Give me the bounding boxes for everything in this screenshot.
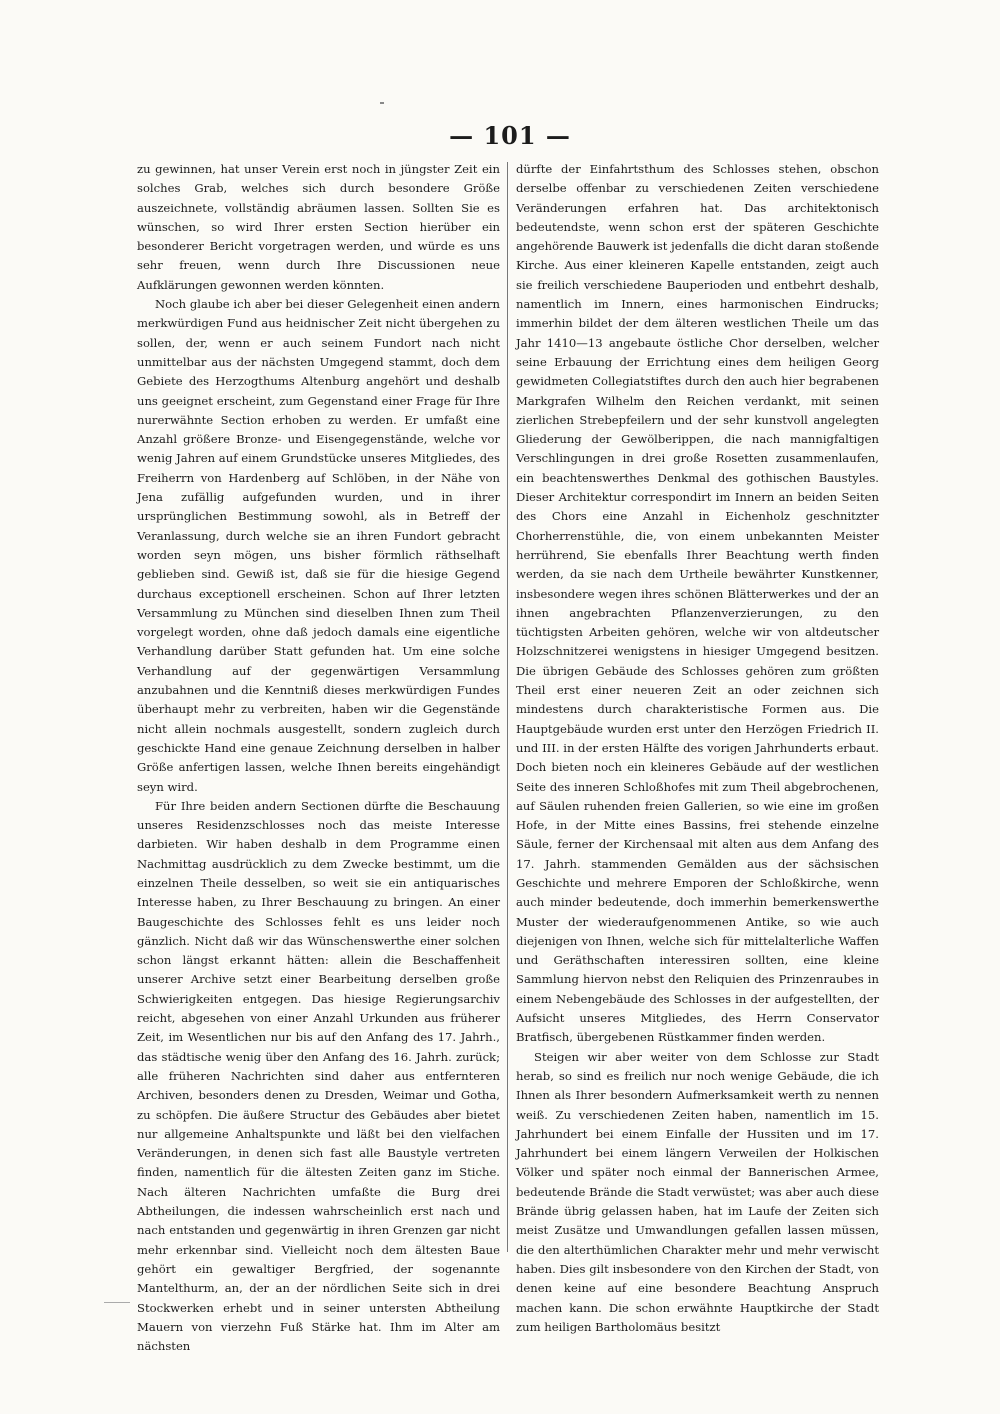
left-column bbox=[137, 160, 500, 1354]
paragraph: dürfte der Einfahrtsthum des Schlosses stehen, obschon derselbe offenbar zu verschiedenen Zeiten verschiedene Veränderungen erfahren hat. Das architektonisch bedeutendste, wenn schon erst der späteren Geschichte angehörende Bauwerk ist jedenfalls die dicht daran stoßende Kirche. Aus einer kleineren Kapelle entstanden, zeigt auch sie freilich verschiedene Bauperioden und entbehrt deshalb, namentlich im Innern, eines harmonischen Eindrucks; immerhin bildet der dem älteren westlichen Theile um das Jahr 1410—13 angebaute östliche Chor derselben, welcher seine Erbauung der Errichtung eines dem heiligen Georg gewidmeten Collegiatstiftes durch den auch hier begrabenen Markgrafen Wilhelm den Reichen verdankt, mit seinen zierlichen Strebepfeilern und der sehr kunstvoll angelegten Gliederung der Gewölberippen, die nach mannigfaltigen Verschlingungen in drei große Rosetten zusammenlaufen, ein beachtenswerthes Denkmal des gothischen Baustyles. Dieser Architektur correspondirt im Innern an beiden Seiten des Chors eine Anzahl in Eichenholz geschnitzter Chorherrenstühle, die, von einem unbekannten Meister herrührend, Sie ebenfalls Ihrer Beachtung werth finden werden, da sie nach dem Urtheile bewährter Kunstkenner, insbesondere wegen ihres schönen Blätterwerkes und der an ihnen angebrachten Pflanzenverzierungen, zu den tüchtigsten Arbeiten gehören, welche wir von altdeutscher Holzschnitzerei wenigstens in hiesiger Umgegend besitzen. Die übrigen Gebäude des Schlosses gehören zum größten Theil erst einer neueren Zeit an oder zeichnen sich mindestens durch charakteristische Formen aus. Die Hauptgebäude wurden erst unter den Herzögen Friedrich II. und III. in der ersten Hälfte des vorigen Jahrhunderts erbaut. Doch bieten noch ein kleineres Gebäude auf der westlichen Seite des inneren Schloßhofes mit zum Theil abgebrochenen, auf Säulen ruhenden freien Gallerien, so wie eine im großen Hofe, in der Mitte eines Bassins, frei stehende einzelne Säule, ferner der Kirchensaal mit alten aus dem Anfang des 17. Jahrh. stammenden Gemälden aus der sächsischen Geschichte und mehrere Emporen der Schloßkirche, wenn auch minder bedeutende, doch immerhin bemerkenswerthe Muster der wiederaufgenommenen Antike, so wie auch diejenigen von Ihnen, welche sich für mittelalterliche Waffen und Geräthschaften interessiren sollten, eine kleine Sammlung hiervon nebst den Reliquien des Prinzenraubes in einem Nebengebäude des Schlosses in der aufgestellten, der Aufsicht unseres Mitgliedes, des Herrn Conservator Bratfisch, übergebenen Rüstkammer finden werden. bbox=[516, 162, 879, 1045]
paragraph: Noch glaube ich aber bei dieser Gelegenheit einen andern merkwürdigen Fund aus heidnischer Zeit nicht übergehen zu sollen, der, wenn er auch seinem Fundort nach nicht unmittelbar aus der nächsten Umgegend stammt, doch dem Gebiete des Herzogthums Altenburg angehört und deshalb uns geeignet erscheint, zum Gegenstand einer Frage für Ihre nurerwähnte Section erhoben zu werden. Er umfaßt eine Anzahl größere Bronze- und Eisengegenstände, welche vor wenig Jahren auf einem Grundstücke unseres Mitgliedes, des Freiherrn von Hardenberg auf Schlöben, in der Nähe von Jena zufällig aufgefunden wurden, und in ihrer ursprünglichen Bestimmung sowohl, als in Betreff der Veranlassung, durch welche sie an ihren Fundort gebracht worden seyn mögen, uns bisher förmlich räthselhaft geblieben sind. Gewiß ist, daß sie für die hiesige Gegend durchaus exceptionell erscheinen. Schon auf Ihrer letzten Versammlung zu München sind dieselben Ihnen zum Theil vorgelegt worden, ohne daß jedoch damals eine eigentliche Verhandlung darüber Statt gefunden hat. Um eine solche Verhandlung auf der gegenwärtigen Versammlung anzubahnen und die Kenntniß dieses merkwürdigen Fundes überhaupt mehr zu verbreiten, haben wir die Gegenstände nicht allein nochmals ausgestellt, sondern zugleich durch geschickte Hand eine genaue Zeichnung derselben in halber Größe anfertigen lassen, welche Ihnen bereits eingehändigt seyn wird. bbox=[137, 297, 500, 794]
paragraph: Steigen wir aber weiter von dem Schlosse zur Stadt herab, so sind es freilich nur noch wenige Gebäude, die ich Ihnen als Ihrer besondern Aufmerksamkeit werth zu nennen weiß. Zu verschiedenen Zeiten haben, namentlich im 15. Jahrhundert bei einem Einfalle der Hussiten und im 17. Jahrhundert bei einem längern Verweilen der Holkischen Völker und später noch einmal der Bannerischen Armee, bedeutende Brände die Stadt verwüstet; was aber auch diese Brände übrig gelassen haben, hat im Laufe der Zeiten sich meist Zusätze und Umwandlungen gefallen lassen müssen, die den alterthümlichen Charakter mehr und mehr verwischt haben. Dies gilt insbesondere von den Kirchen der Stadt, von denen keine auf eine besondere Beachtung Anspruch machen kann. Die schon erwähnte Hauptkirche der Stadt zum heiligen Bartholomäus besitzt bbox=[516, 1049, 879, 1334]
page-number: — 101 — bbox=[449, 121, 571, 150]
paragraph: Für Ihre beiden andern Sectionen dürfte die Beschauung unseres Residenzschlosses noch das meiste Interesse darbieten. Wir haben deshalb in dem Programme einen Nachmittag ausdrücklich zu dem Zwecke bestimmt, um die einzelnen Theile desselben, so weit sie ein antiquarisches Interesse haben, zu Ihrer Beschauung zu bringen. An einer Baugeschichte des Schlosses fehlt es uns leider noch gänzlich. Nicht daß wir das Wünschenswerthe einer solchen schon längst erkannt hätten: allein die Beschaffenheit unserer Archive setzt einer Bearbeitung derselben große Schwierigkeiten entgegen. Das hiesige Regierungsarchiv reicht, abgesehen von einer Anzahl Urkunden aus früherer Zeit, im Wesentlichen nur bis auf den Anfang des 17. Jahrh., das städtische wenig über den Anfang des 16. Jahrh. zurück; alle früheren Nachrichten sind daher aus entfernteren Archiven, besonders denen zu Dresden, Weimar und Gotha, zu schöpfen. Die äußere Structur des Gebäudes aber bietet nur allgemeine Anhaltspunkte und läßt bei den vielfachen Veränderungen, in denen sich fast alle Baustyle vertreten finden, namentlich für die ältesten Zeiten ganz im Stiche. Nach älteren Nachrichten umfaßte die Burg drei Abtheilungen, die indessen wahrscheinlich erst nach und nach entstanden und gegenwärtig in ihren Grenzen gar nicht mehr erkennbar sind. Vielleicht noch dem ältesten Baue gehört ein gewaltiger Bergfried, der sogenannte Mantelthurm, an, der an der nördlichen Seite sich in drei Stockwerken erhebt und in seiner untersten Abtheilung Mauern von vierzehn Fuß Stärke hat. Ihm im Alter am nächsten bbox=[137, 798, 500, 1354]
text-columns bbox=[137, 160, 879, 1354]
right-column bbox=[516, 160, 879, 1334]
paragraph: zu gewinnen, hat unser Verein erst noch in jüngster Zeit ein solches Grab, welches sich durch besondere Größe auszeichnete, vollständig abräumen lassen. Sollten Sie es wünschen, so wird Ihrer ersten Section hierüber ein besonderer Bericht vorgetragen werden, und würde es uns sehr freuen, wenn durch Ihre Discussionen neue Aufklärungen gewonnen werden könnten. bbox=[137, 162, 500, 292]
printing-mark bbox=[380, 102, 384, 104]
margin-mark bbox=[104, 1302, 130, 1303]
